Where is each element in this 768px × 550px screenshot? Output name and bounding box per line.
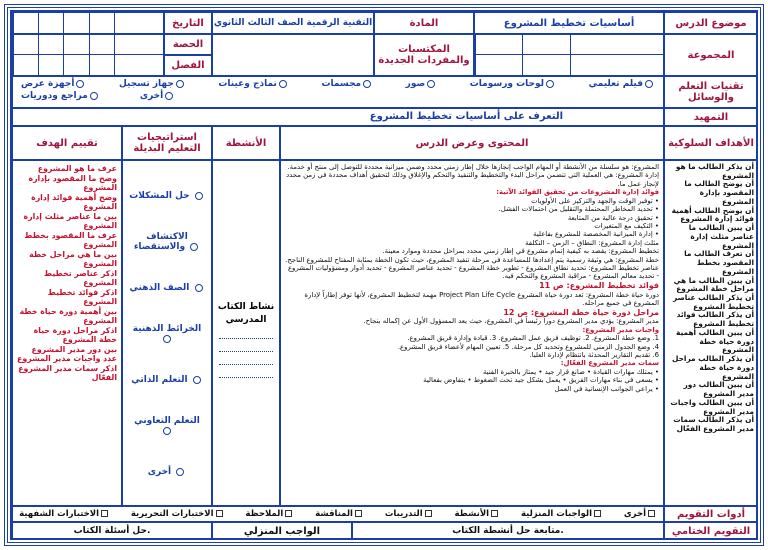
tool-option-4[interactable]: صور <box>406 79 438 89</box>
content-header: المحتوى وعرض الدرس <box>280 126 664 160</box>
objective-item: أن يذكر الطالب سمات مدير المشروع الفعّال <box>673 415 754 434</box>
content-line: سمات مدير المشروع الفعّال: <box>560 359 659 368</box>
assessment-item: اذكر مراحل دورة حياة خطة المشروع <box>33 325 117 344</box>
eval-option[interactable]: الواجبات المنزلية <box>521 509 603 519</box>
final-eval-label: التقويم الختامي <box>664 522 758 540</box>
content-line: دورة حياة خطة المشروع: تعد دورة حياة المشروع Project Plan Life Cycle مهمة لتخطيط المشروع، لأنها توفر إطاراً لإدارة المشروع في جميع مراحله. <box>304 290 659 308</box>
eval-option[interactable]: التدريبات <box>385 509 434 519</box>
period-class-grid <box>12 34 164 76</box>
strategy-option[interactable]: التعلم التعاوني <box>127 416 207 436</box>
content-line: 4. وضع الجدول الزمني للمشروع وتحديد كل مرحلة. 5. تعيين المهام لأعضاء فريق المشروع. <box>397 342 659 351</box>
intro-value: التعرف على أساسيات تخطيط المشروع <box>12 108 664 126</box>
class-label: الفصل <box>164 55 212 76</box>
activities-header: الأنشطة <box>212 126 280 160</box>
period-label: الحصة <box>164 34 212 55</box>
tool-option-0[interactable]: أجهزة عرض <box>21 79 86 89</box>
strategies-header: استراتيجيات التعليم البديلة <box>122 126 212 160</box>
objective-item: أن يذكر الطالب فوائد تخطيط المشروع <box>676 310 754 329</box>
content-line: عناصر تخطيط المشروع: تحديد نطاق المشروع - تطوير خطة المشروع - تحديد عناصر المشروع - تحديد أدوار ومسؤوليات المشروع - تحديد معالم المشروع - مراقبة المشروع والتحكم فيه. <box>287 264 659 281</box>
eval-option[interactable]: الاختبارات الشفهية <box>19 509 110 519</box>
final-eval-value: متابعة حل أنشطة الكتاب. <box>352 522 664 540</box>
assessment-item: بين دور مدير المشروع <box>31 344 117 354</box>
objectives-column <box>664 160 758 506</box>
eval-tools-options <box>12 506 664 522</box>
content-line: المشروع: هو سلسلة من الأنشطة أو المهام الواجب إنجازها خلال إطار زمني محدد وضمن ميزانية محددة للتوصل إلى منتج أو خدمة. <box>287 163 659 171</box>
assessment-item: بين ما هي مراحل خطة المشروع <box>29 249 117 268</box>
objective-item: أن تعرف الطالب ما المقصود بخطط المشروع <box>684 249 754 276</box>
activity-line <box>219 367 273 378</box>
assessment-header: تقييم الهدف <box>12 126 122 160</box>
page-frame <box>4 4 764 546</box>
lesson-plan-table <box>10 10 758 540</box>
content-line: • تحقيق درجة عالية من المتابعة <box>567 213 659 222</box>
assessment-item: اذكر فوائد تخطيط المشروع <box>47 287 117 306</box>
content-line: مراحل دورة حياة خطة المشروع: ص 12 <box>503 307 659 317</box>
date-grid <box>12 12 164 34</box>
tools-options <box>12 76 664 108</box>
tool-option-7[interactable]: مراجع ودوريات <box>21 91 100 101</box>
group-grid <box>474 34 664 76</box>
activity-line <box>219 328 273 339</box>
eval-option[interactable]: الأنشطة <box>455 509 501 519</box>
tool-option-5[interactable]: لوحات ورسومات <box>470 79 556 89</box>
activity-line <box>219 341 273 352</box>
objective-item: أن يبين الطالب واجبات مدير المشروع <box>670 397 754 416</box>
tool-option-1[interactable]: جهاز تسجيل <box>119 79 186 89</box>
date-label: التاريخ <box>164 12 212 34</box>
content-line: • توفير الوقت والجهد والتركيز على الأولويات <box>531 196 659 205</box>
activities-column <box>212 160 280 506</box>
content-line: 1. وضع خطة المشروع. 2. توظيف فريق عمل المشروع. 3. قيادة وإدارة فريق المشروع. <box>407 334 659 343</box>
content-line: مثلث إدارة المشروع: النطاق – الزمن – التكلفة <box>525 238 659 247</box>
objective-item: أن يوضح الطالب أهمية فوائد إدارة المشروع <box>671 205 754 224</box>
assessment-item: عرف ما المقصود بخطط المشروع <box>24 230 117 249</box>
content-line: تخطيط المشروع: يقصد به كيفية إتمام مشروع في إطار زمني محدد بمراحل محددة وموارد معينة. <box>382 247 659 256</box>
objective-item: أن يذكر الطالب مراحل دورة حياة خطة المشروع <box>671 354 754 381</box>
eval-tools-label: أدوات التقويم <box>664 506 758 522</box>
content-line: • يمتلك مهارات القيادة • صانع قرار جيد • يمتاز بالخبرة الفنية <box>482 367 659 376</box>
content-line: فوائد إدارة المشروعات من تحقيق الفوائد الآتية: <box>496 188 659 197</box>
content-line: • إدارة الميزانية المخصصة للمشروع بفاعلية <box>533 230 659 239</box>
strategies-column <box>122 160 212 506</box>
eval-option[interactable]: الاختبارات التحريرية <box>131 509 225 519</box>
tool-option-6[interactable]: فيلم تعليمي <box>589 79 655 89</box>
tool-option-3[interactable]: مجسمات <box>321 79 373 89</box>
activity-title: نشاط الكتاب المدرسي <box>217 302 275 325</box>
assessment-item: عرف ما هو المشروع <box>37 164 117 173</box>
objective-item: أن يذكر الطالب ما هو المشروع <box>675 162 754 180</box>
content-line: • يراعي الجوانب الإنسانية في العمل <box>554 384 659 393</box>
objective-item: أن يبين الطالب أهمية دورة حياة خطة المشروع <box>675 327 754 355</box>
content-line: مدير المشروع: يؤدي مدير المشروع دوراً رئيساً في المشروع، حيث يعد المسؤول الأول عن إكماله بنجاح. <box>363 317 659 326</box>
vocab-value <box>212 34 374 76</box>
group-label: المجموعة <box>664 34 758 76</box>
assessment-item: وضح ما المقصود بإدارة المشروع <box>28 173 117 192</box>
assessment-item: اذكر سمات مدير المشروع الفعّال <box>18 363 117 382</box>
assessment-item: بين ما عناصر مثلث إدارة المشروع <box>23 211 117 230</box>
strategy-option[interactable]: التعلم الذاتي <box>127 375 207 385</box>
content-line: 6. تقديم التقارير المحدثة بانتظام لإدارة العليا. <box>529 350 659 359</box>
objective-item: أن يبين الطالب ما عناصر مثلث إدارة المشروع <box>688 223 754 250</box>
homework-label: الواجب المنزلي <box>212 522 352 540</box>
objective-item: أن يذكر الطالب عناصر تخطيط المشروع <box>673 293 754 311</box>
strategy-option[interactable]: الاكتشاف والاستقصاء <box>127 232 207 252</box>
strategy-option[interactable]: أخرى <box>127 467 207 477</box>
assessment-item: عدد واجبات مدير المشروع <box>17 354 117 363</box>
eval-option[interactable]: المناقشة <box>315 509 364 519</box>
content-line: • يسعى في بناء مهارات الفريق • يعمل بشكل جيد تحت الضغوط • يتفاوض بفعالية <box>423 376 659 385</box>
tools-label: تقنيات التعلم والوسائل <box>664 76 758 108</box>
homework-value: حل أسئلة الكتاب. <box>12 522 212 540</box>
content-line: خطة المشروع: هي وثيقة رسمية يتم إعدادها للمساعدة في مرحلة تنفيذ المشروع، حيث تكون الخطة بمثابة المفتاح للمشروع الناجح. <box>285 255 659 264</box>
vocab-label: المكتسبات والمفردات الجديدة <box>374 34 474 76</box>
activity-line <box>219 354 273 365</box>
strategy-option[interactable]: الصف الذهني <box>127 283 207 293</box>
subject-value: التقنية الرقمية الصف الثالث الثانوي <box>212 12 374 34</box>
assessment-column <box>12 160 122 506</box>
assessment-item: بين أهمية دورة حياة خطة المشروع <box>19 306 117 325</box>
content-line: • تحديد المخاطر المحتملة والتقليل من احتمالات الفشل. <box>498 205 659 214</box>
objective-item: أن يوضح الطالب ما المقصود بإدارة المشروع <box>684 179 754 206</box>
objective-item: أن يبين الطالب ما هي مراحل خطة المشروع <box>673 275 754 294</box>
assessment-item: اذكر عناصر تخطيط المشروع <box>44 268 117 287</box>
content-line: فوائد تخطيط المشروع: ص 11 <box>539 280 659 290</box>
objective-item: أن يبين الطالب دور مدير المشروع <box>683 380 754 399</box>
intro-label: التمهيد <box>664 108 758 126</box>
content-line: واجبات مدير المشروع: <box>582 325 659 334</box>
strategy-option[interactable]: حل المشكلات <box>127 191 207 201</box>
topic-label: موضوع الدرس <box>664 12 758 34</box>
eval-option[interactable]: أخرى <box>624 509 657 519</box>
content-line: إدارة المشروع: هي العملية التي تتضمن مراحل البدء والتخطيط والتنفيذ والتحكم والإغلاق وذلك لتحقيق أهداف محددة في زمن محدد لإنجاز عمل ما. <box>286 171 659 188</box>
content-column <box>280 160 664 506</box>
eval-option[interactable]: الملاحظة <box>245 509 294 519</box>
tool-option-8[interactable]: أخرى <box>140 91 175 101</box>
topic-value: أساسيات تخطيط المشروع <box>474 12 664 34</box>
subject-label: المادة <box>374 12 474 34</box>
strategy-option[interactable]: الخرائط الذهنية <box>127 324 207 344</box>
assessment-item: وضح أهمية فوائد إدارة المشروع <box>31 192 117 211</box>
tool-option-2[interactable]: نماذج وعينات <box>218 79 289 89</box>
content-line: • التكيف مع المتغيرات <box>594 221 659 230</box>
objectives-header: الأهداف السلوكية <box>664 126 758 160</box>
